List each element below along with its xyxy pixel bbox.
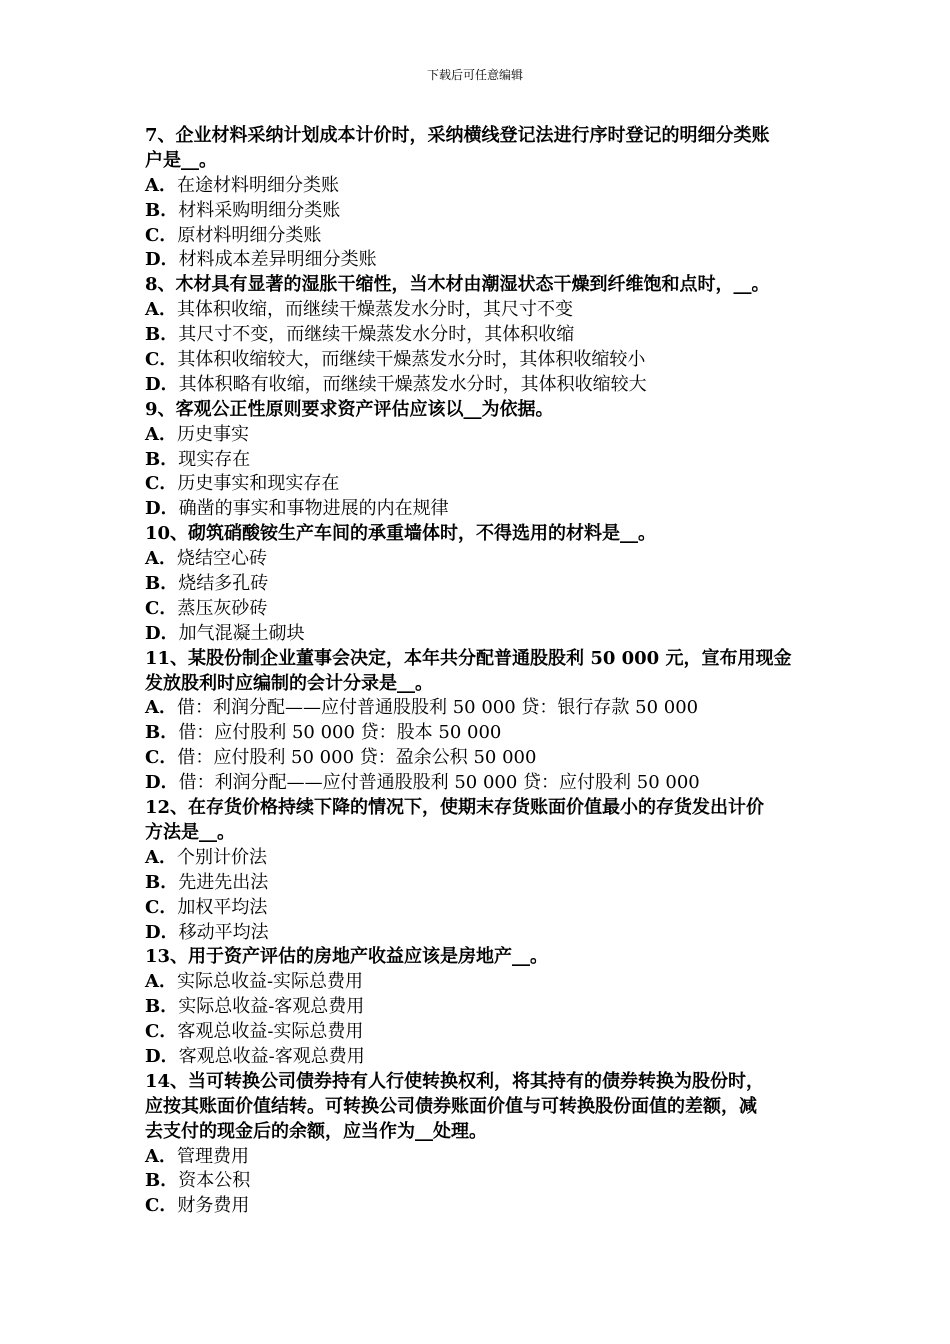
option-letter: C． xyxy=(145,473,178,495)
option-letter: B． xyxy=(145,199,179,221)
option-line xyxy=(145,572,810,597)
option-letter: D． xyxy=(145,921,179,943)
option-line xyxy=(145,896,810,921)
option-letter: D． xyxy=(145,622,179,644)
option-text: 管理费用 xyxy=(176,1145,249,1167)
option-letter: A． xyxy=(145,299,177,321)
option-line xyxy=(145,970,810,995)
option-letter: B． xyxy=(145,871,179,893)
option-letter: C． xyxy=(145,224,178,246)
option-line xyxy=(145,199,810,224)
option-line xyxy=(145,1169,810,1194)
question-line: 应按其账面价值结转。可转换公司债券账面价值与可转换股份面值的差额，减 xyxy=(145,1095,757,1117)
question-line: 7、企业材料采纳计划成本计价时，采纳横线登记法进行序时登记的明细分类账 xyxy=(145,125,770,146)
option-line xyxy=(145,846,810,871)
option-line xyxy=(145,871,810,896)
option-line xyxy=(145,373,810,398)
option-text: 实际总收益-客观总费用 xyxy=(178,996,365,1018)
question-list xyxy=(145,124,810,1219)
option-line xyxy=(145,448,810,473)
question-line: 14、当可转换公司债券持有人行使转换权利，将其持有的债券转换为股份时， xyxy=(145,1070,765,1092)
option-text: 借：应付股利 50 000 贷：股本 50 000 xyxy=(178,722,502,744)
option-letter: C． xyxy=(145,1021,178,1043)
option-line xyxy=(145,1145,810,1170)
option-letter: A． xyxy=(145,1145,177,1167)
option-letter: A． xyxy=(145,697,177,719)
option-letter: A． xyxy=(145,423,177,445)
option-letter: C． xyxy=(145,1195,178,1217)
option-text: 现实存在 xyxy=(178,448,251,470)
option-line xyxy=(145,547,810,572)
option-text: 先进先出法 xyxy=(178,871,269,893)
option-line xyxy=(145,696,810,721)
option-text: 蒸压灰砂砖 xyxy=(177,597,268,619)
option-letter: A． xyxy=(145,846,177,868)
option-text: 烧结空心砖 xyxy=(176,548,267,570)
option-letter: B． xyxy=(145,573,179,595)
option-line xyxy=(145,348,810,373)
option-line xyxy=(145,721,810,746)
page-header: 下载后可任意编辑 xyxy=(426,68,523,82)
option-text: 加权平均法 xyxy=(177,896,268,918)
option-line xyxy=(145,174,810,199)
option-line xyxy=(145,1194,810,1219)
option-line xyxy=(145,597,810,622)
option-letter: B． xyxy=(145,324,179,346)
option-text: 移动平均法 xyxy=(178,921,269,943)
option-line xyxy=(145,1020,810,1045)
option-text: 客观总收益-客观总费用 xyxy=(178,1045,365,1067)
option-text: 其体积收缩，而继续干燥蒸发水分时，其尺寸不变 xyxy=(176,299,573,321)
question-line: 10、砌筑硝酸铵生产车间的承重墙体时，不得选用的材料是__。 xyxy=(145,523,657,545)
option-text: 客观总收益-实际总费用 xyxy=(177,1021,364,1043)
option-text: 材料成本差异明细分类账 xyxy=(178,249,377,271)
option-text: 实际总收益-实际总费用 xyxy=(176,971,364,993)
question-line: 8、木材具有显著的湿胀干缩性，当木材由潮湿状态干燥到纤维饱和点时，__。 xyxy=(145,274,770,296)
question-line: 13、用于资产评估的房地产收益应该是房地产__。 xyxy=(145,946,549,968)
option-text: 其体积收缩较大，而继续干燥蒸发水分时，其体积收缩较小 xyxy=(177,349,646,371)
option-letter: B． xyxy=(145,1170,179,1192)
option-text: 加气混凝土砌块 xyxy=(178,622,305,644)
option-line xyxy=(145,746,810,771)
option-text: 个别计价法 xyxy=(176,846,267,868)
question-line: 12、在存货价格持续下降的情况下，使期末存货账面价值最小的存货发出计价 xyxy=(145,797,765,819)
option-letter: A． xyxy=(145,548,177,570)
option-line xyxy=(145,298,810,323)
option-text: 原材料明细分类账 xyxy=(177,224,322,246)
option-text: 借：应付股利 50 000 贷：盈余公积 50 000 xyxy=(177,747,537,769)
option-letter: B． xyxy=(145,996,179,1018)
option-line xyxy=(145,622,810,647)
option-text: 其尺寸不变，而继续干燥蒸发水分时，其体积收缩 xyxy=(178,324,575,346)
question-line: 11、某股份制企业董事会决定，本年共分配普通股股利 50 000 元，宣布用现金 xyxy=(145,647,792,669)
option-text: 历史事实和现实存在 xyxy=(177,473,340,495)
option-text: 财务费用 xyxy=(177,1195,250,1217)
option-line xyxy=(145,323,810,348)
option-text: 在途材料明细分类账 xyxy=(176,174,339,196)
option-letter: C． xyxy=(145,597,178,619)
option-text: 其体积略有收缩，而继续干燥蒸发水分时，其体积收缩较大 xyxy=(178,373,647,395)
question-line: 9、客观公正性原则要求资产评估应该以__为依据。 xyxy=(145,398,554,420)
question-line: 去支付的现金后的余额，应当作为__处理。 xyxy=(145,1120,487,1142)
option-letter: A． xyxy=(145,174,177,196)
option-letter: D． xyxy=(145,498,179,520)
option-line xyxy=(145,1045,810,1070)
option-letter: D． xyxy=(145,1045,179,1067)
option-text: 确凿的事实和事物进展的内在规律 xyxy=(178,498,449,520)
option-line xyxy=(145,497,810,522)
option-line xyxy=(145,248,810,273)
option-line xyxy=(145,771,810,796)
question-line: 方法是__。 xyxy=(145,821,235,843)
option-line xyxy=(145,224,810,249)
option-line xyxy=(145,995,810,1020)
option-letter: A． xyxy=(145,971,177,993)
option-letter: D． xyxy=(145,249,179,271)
option-letter: D． xyxy=(145,373,179,395)
option-letter: B． xyxy=(145,448,179,470)
option-text: 历史事实 xyxy=(176,423,249,445)
option-line xyxy=(145,423,810,448)
option-text: 烧结多孔砖 xyxy=(178,573,269,595)
option-text: 借：利润分配——应付普通股股利 50 000 贷：银行存款 50 000 xyxy=(176,697,699,719)
option-text: 材料采购明细分类账 xyxy=(178,199,341,221)
option-letter: C． xyxy=(145,896,178,918)
option-line xyxy=(145,472,810,497)
question-line: 户是__。 xyxy=(145,149,217,171)
option-letter: C． xyxy=(145,349,178,371)
option-text: 资本公积 xyxy=(178,1170,251,1192)
question-line: 发放股利时应编制的会计分录是__。 xyxy=(145,672,433,694)
option-letter: D． xyxy=(145,772,179,794)
option-letter: B． xyxy=(145,722,179,744)
option-line xyxy=(145,921,810,946)
option-letter: C． xyxy=(145,747,178,769)
option-text: 借：利润分配——应付普通股股利 50 000 贷：应付股利 50 000 xyxy=(178,772,700,794)
